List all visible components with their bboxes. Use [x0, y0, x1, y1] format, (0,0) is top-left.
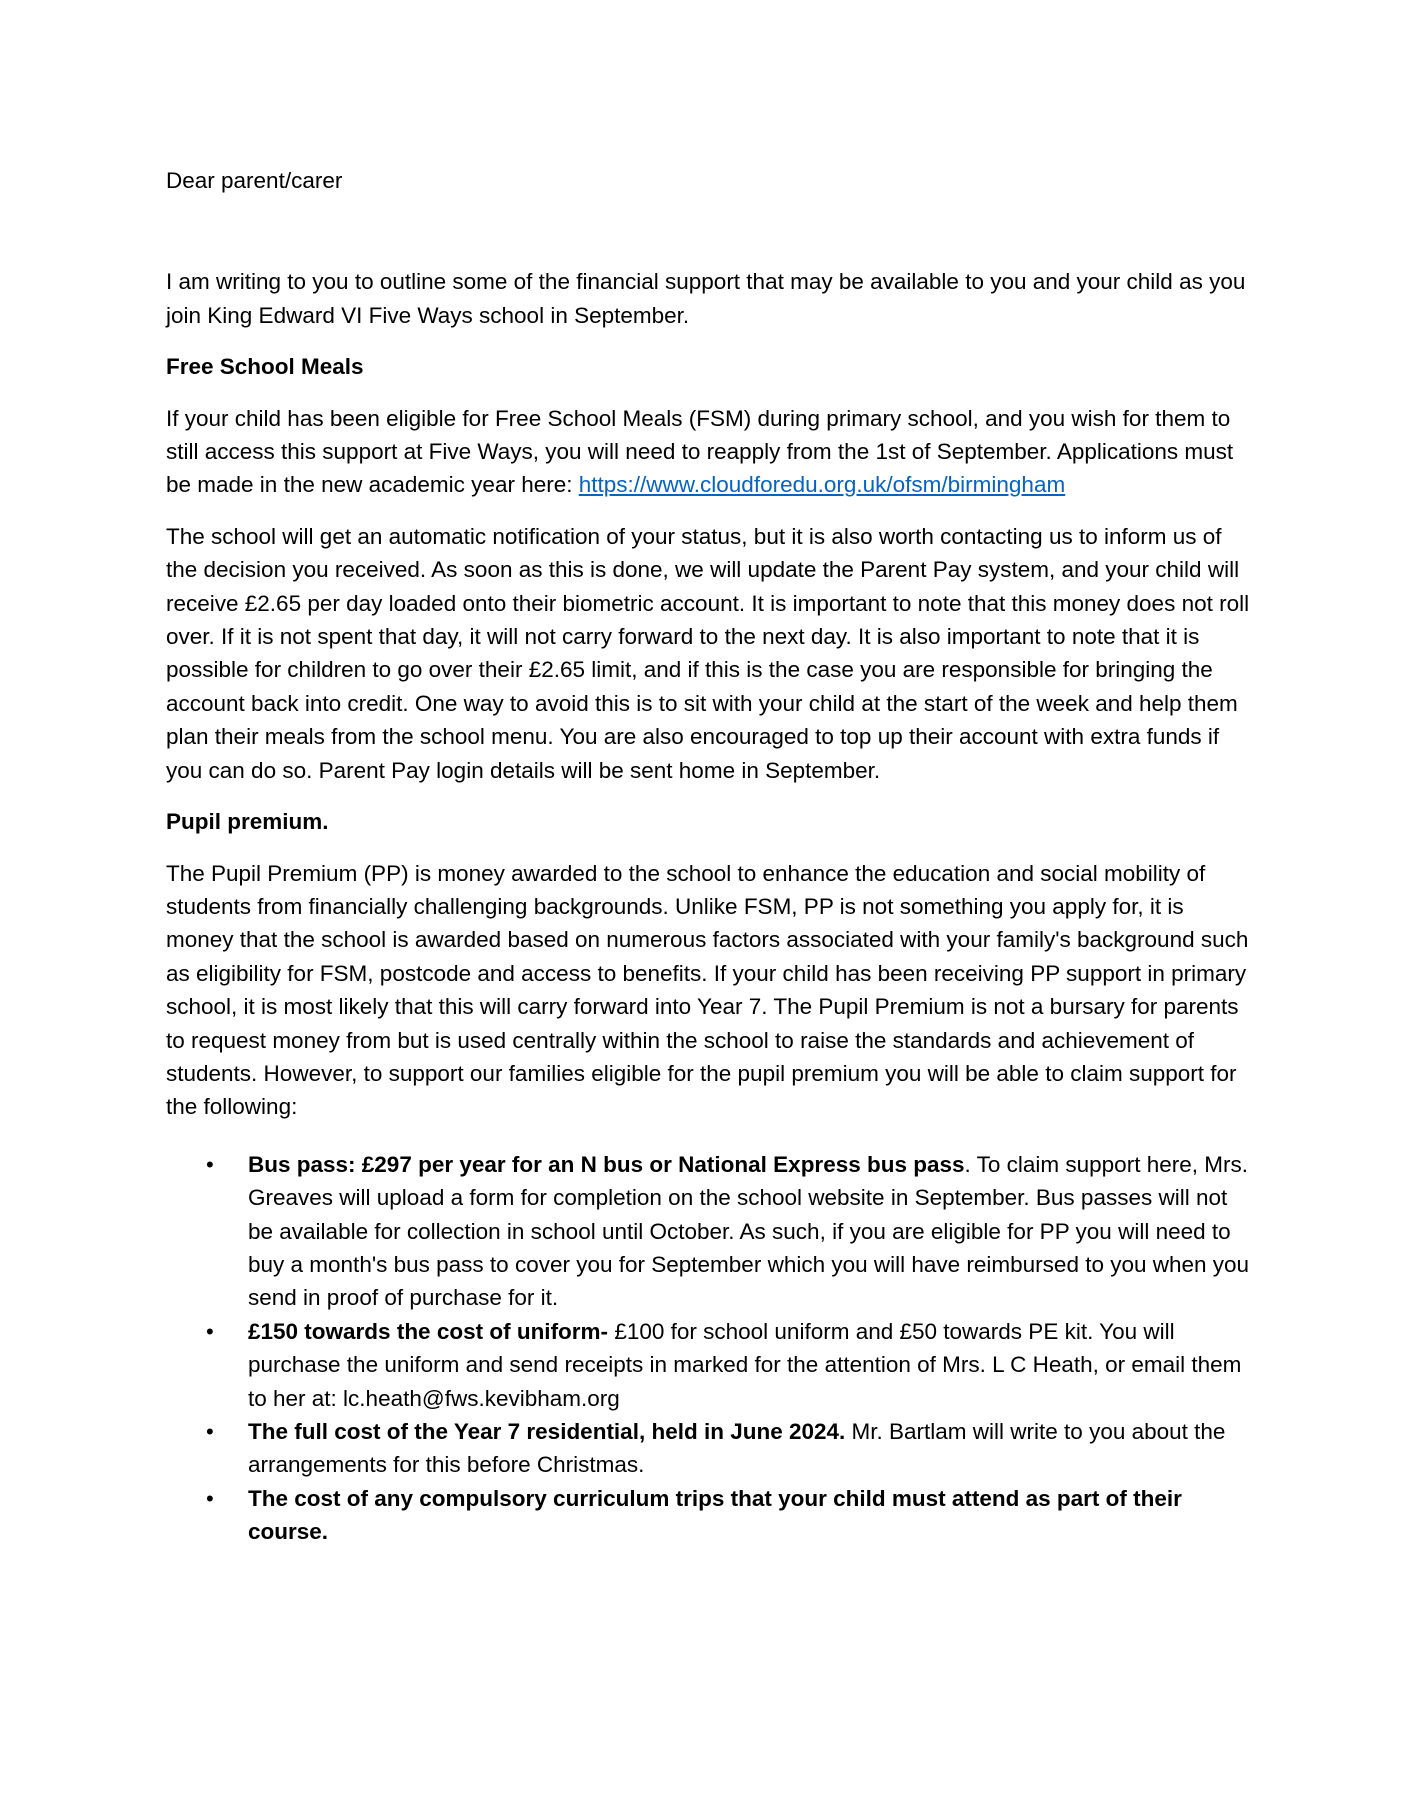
list-item-text: £100 for school uniform and £50 towards PE kit. You will purchase the uniform and send receipts in marked for the attention of Mrs. L C Heath, or email them to her at: lc.heath@fws.kevibham.org: [248, 1318, 1242, 1411]
letter-body: [166, 164, 1256, 1549]
fsm-paragraph-2: The school will get an automatic notification of your status, but it is also worth contacting us to inform us of the decision you received. As soon as this is done, we will update the Parent Pay system, and your child will receive £2.65 per day loaded onto their biometric account. It is important to note that this money does not roll over. If it is not spent that day, it will not carry forward to the next day. It is also important to note that it is possible for children to go over their £2.65 limit, and if this is the case you are responsible for bringing the account back into credit. One way to avoid this is to sit with your child at the start of the week and help them plan their meals from the school menu. You are also encouraged to top up their account with extra funds if you can do so. Parent Pay login details will be sent home in September.: [166, 523, 1250, 783]
list-item-text: . To claim support here, Mrs. Greaves will upload a form for completion on the school website in September. Bus passes will not be available for collection in school until October. As such, if you are eligible for PP you will need to buy a month's bus pass to cover you for September which you will have reimbursed to you when you send in proof of purchase for it.: [248, 1151, 1250, 1311]
list-item-text: Mr. Bartlam will write to you about the arrangements for this before Christmas.: [248, 1419, 1226, 1478]
list-item: [166, 1482, 1256, 1549]
bullet-icon: •: [206, 1419, 214, 1444]
list-item-bold: The cost of any compulsory curriculum trips that your child must attend as part of their course.: [248, 1485, 1182, 1545]
greeting: Dear parent/carer: [166, 168, 343, 193]
pp-support-list: [166, 1148, 1256, 1549]
fsm-application-link[interactable]: https://www.cloudforedu.org.uk/ofsm/birmingham: [578, 472, 1066, 498]
pp-paragraph: The Pupil Premium (PP) is money awarded to the school to enhance the education and social mobility of students from financially challenging backgrounds. Unlike FSM, PP is not something you apply for, it is money that the school is awarded based on numerous factors associated with your family's background such as eligibility for FSM, postcode and access to benefits. If your child has been receiving PP support in primary school, it is most likely that this will carry forward into Year 7. The Pupil Premium is not a bursary for parents to request money from but is used centrally within the school to raise the standards and achievement of students. However, to support our families eligible for the pupil premium you will be able to claim support for the following:: [166, 860, 1249, 1120]
bullet-icon: •: [206, 1318, 214, 1344]
fsm-paragraph-1: [166, 402, 1256, 502]
pp-heading: Pupil premium.: [166, 809, 329, 835]
fsm-paragraph-1-text: If your child has been eligible for Free School Meals (FSM) during primary school, and you wish for them to still access this support at Five Ways, you will need to reapply from the 1st of September. Applications must be made in the new academic year here:: [166, 405, 1234, 498]
bullet-icon: •: [206, 1485, 214, 1511]
list-item-bold: £150 towards the cost of uniform-: [248, 1318, 609, 1344]
list-item: [166, 1148, 1256, 1315]
intro-paragraph: I am writing to you to outline some of the financial support that may be available to you and your child as you join King Edward VI Five Ways school in September.: [166, 269, 1246, 328]
list-item: [166, 1415, 1256, 1482]
list-item-bold: Bus pass: £297 per year for an N bus or National Express bus pass: [248, 1151, 965, 1177]
fsm-heading: Free School Meals: [166, 354, 364, 380]
list-item: [166, 1315, 1256, 1415]
list-item-bold: The full cost of the Year 7 residential, held in June 2024.: [248, 1419, 846, 1444]
bullet-icon: •: [206, 1151, 214, 1177]
